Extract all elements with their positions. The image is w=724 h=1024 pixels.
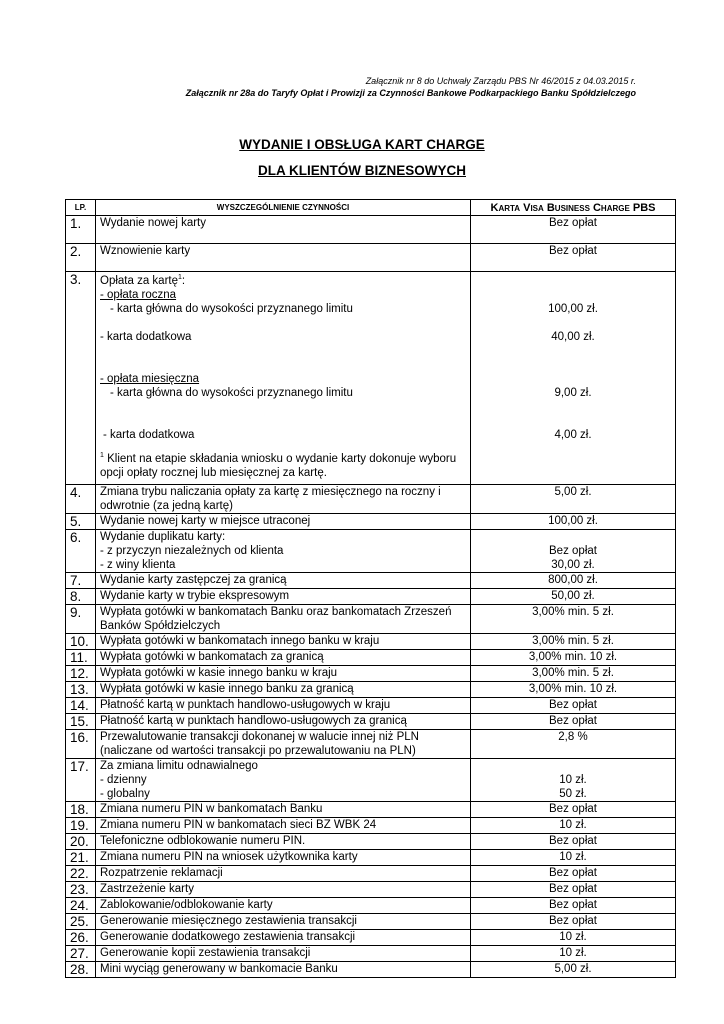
table-row bbox=[66, 698, 676, 714]
annual-main-value: 100,00 zł. bbox=[548, 303, 598, 315]
table-row bbox=[66, 216, 676, 244]
row-number: 26. bbox=[66, 930, 96, 946]
table-row bbox=[66, 650, 676, 666]
document-subtitle: DLA KLIENTÓW BIZNESOWYCH bbox=[258, 163, 466, 178]
row-description: Zmiana numeru PIN na wniosek użytkownika karty bbox=[96, 850, 471, 866]
row-number: 24. bbox=[66, 898, 96, 914]
row-description: Generowanie miesięcznego zestawienia transakcji bbox=[96, 914, 471, 930]
row-value: 3,00% min. 5 zł. bbox=[471, 666, 676, 682]
row-value: 50,00 zł. bbox=[471, 589, 676, 605]
row-description: Zmiana numeru PIN w bankomatach Banku bbox=[96, 802, 471, 818]
annual-main-card: - karta główna do wysokości przyznanego limitu bbox=[110, 303, 353, 315]
monthly-extra-value: 4,00 zł. bbox=[554, 429, 592, 441]
row-description: Zmiana trybu naliczania opłaty za kartę z miesięcznego na roczny i odwrotnie (za jedną kartę) bbox=[96, 485, 471, 514]
column-header-description: WYSZCZEGÓLNIENIE CZYNNOŚCI bbox=[96, 200, 471, 216]
row-description: Generowanie kopii zestawienia transakcji bbox=[96, 946, 471, 962]
row-description: Zablokowanie/odblokowanie karty bbox=[96, 898, 471, 914]
row-value: 3,00% min. 5 zł. bbox=[471, 634, 676, 650]
row-number: 4. bbox=[66, 485, 96, 514]
row-number: 19. bbox=[66, 818, 96, 834]
column-header-lp: LP. bbox=[66, 200, 96, 216]
row-number: 25. bbox=[66, 914, 96, 930]
table-row bbox=[66, 914, 676, 930]
row-description: Generowanie dodatkowego zestawienia transakcji bbox=[96, 930, 471, 946]
row-number: 5. bbox=[66, 514, 96, 530]
row-number: 17. bbox=[66, 759, 96, 802]
table-row bbox=[66, 589, 676, 605]
row-number: 1. bbox=[66, 216, 96, 244]
row-description: Płatność kartą w punktach handlowo-usługowych w kraju bbox=[96, 698, 471, 714]
table-row bbox=[66, 802, 676, 818]
row-description: Za zmiana limitu odnawialnego - dzienny - globalny bbox=[96, 759, 471, 802]
row-description: Wydanie duplikatu karty: - z przyczyn niezależnych od klienta - z winy klienta bbox=[96, 530, 471, 573]
row-number: 8. bbox=[66, 589, 96, 605]
row-description: Wydanie nowej karty bbox=[96, 216, 471, 244]
row-value: 100,00 zł. bbox=[471, 514, 676, 530]
row-value: 5,00 zł. bbox=[471, 485, 676, 514]
row-number: 7. bbox=[66, 573, 96, 589]
row-value: 10 zł. bbox=[471, 930, 676, 946]
footnote: $^1$ Klient na etapie składania wniosku o wydanie karty dokonuje wyboru opcji opłaty rocznej lub miesięcznej za kartę. bbox=[100, 452, 457, 479]
row-number: 11. bbox=[66, 650, 96, 666]
table-row bbox=[66, 962, 676, 978]
row-number: 3. bbox=[66, 272, 96, 485]
header-attachment-28a: Załącznik nr 28a do Taryfy Opłat i Prowizji za Czynności Bankowe Podkarpackiego Banku Spółdzielczego bbox=[185, 88, 636, 98]
table-row bbox=[66, 818, 676, 834]
table-row bbox=[66, 485, 676, 514]
row-number: 6. bbox=[66, 530, 96, 573]
table-row bbox=[66, 573, 676, 589]
table-row bbox=[66, 946, 676, 962]
monthly-extra-card: - karta dodatkowa bbox=[103, 429, 195, 441]
table-row bbox=[66, 272, 676, 485]
row-number: 18. bbox=[66, 802, 96, 818]
row-number: 16. bbox=[66, 730, 96, 759]
row-description: Wznowienie karty bbox=[96, 244, 471, 272]
table-row bbox=[66, 714, 676, 730]
row-value: 10 zł. bbox=[471, 818, 676, 834]
row-number: 21. bbox=[66, 850, 96, 866]
row-description: Wypłata gotówki w kasie innego banku za granicą bbox=[96, 682, 471, 698]
row-number: 10. bbox=[66, 634, 96, 650]
row-value: Bez opłat bbox=[471, 866, 676, 882]
row-number: 27. bbox=[66, 946, 96, 962]
row-number: 22. bbox=[66, 866, 96, 882]
table-row bbox=[66, 682, 676, 698]
table-row bbox=[66, 759, 676, 802]
document-title: WYDANIE I OBSŁUGA KART CHARGE bbox=[239, 137, 485, 152]
table-row bbox=[66, 244, 676, 272]
row-description: Wydanie karty w trybie ekspresowym bbox=[96, 589, 471, 605]
row-description: Wypłata gotówki w kasie innego banku w kraju bbox=[96, 666, 471, 682]
row-value: 10 zł. 50 zł. bbox=[471, 759, 676, 802]
monthly-main-value: 9,00 zł. bbox=[554, 387, 592, 399]
fee-table bbox=[65, 199, 676, 978]
row-value bbox=[471, 272, 676, 485]
row-description: Płatność kartą w punktach handlowo-usługowych za granicą bbox=[96, 714, 471, 730]
row-value: Bez opłat bbox=[471, 244, 676, 272]
monthly-main-card: - karta główna do wysokości przyznanego limitu bbox=[110, 387, 353, 399]
row-value: Bez opłat bbox=[471, 802, 676, 818]
table-row bbox=[66, 882, 676, 898]
header-attachment-8: Załącznik nr 8 do Uchwały Zarządu PBS Nr 46/2015 z 04.03.2015 r. bbox=[365, 76, 636, 86]
row-description: Telefoniczne odblokowanie numeru PIN. bbox=[96, 834, 471, 850]
row-value: 800,00 zł. bbox=[471, 573, 676, 589]
table-row bbox=[66, 930, 676, 946]
row-description bbox=[96, 272, 471, 485]
annual-fee-label: - opłata roczna bbox=[100, 289, 177, 301]
row-value: Bez opłat bbox=[471, 834, 676, 850]
table-row bbox=[66, 605, 676, 634]
row-value: 5,00 zł. bbox=[471, 962, 676, 978]
row-number: 15. bbox=[66, 714, 96, 730]
row-description: Zastrzeżenie karty bbox=[96, 882, 471, 898]
row-description: Rozpatrzenie reklamacji bbox=[96, 866, 471, 882]
row-number: 23. bbox=[66, 882, 96, 898]
row-value: 10 zł. bbox=[471, 850, 676, 866]
row-description: Wydanie nowej karty w miejsce utraconej bbox=[96, 514, 471, 530]
row-number: 14. bbox=[66, 698, 96, 714]
row-value: 10 zł. bbox=[471, 946, 676, 962]
table-row bbox=[66, 666, 676, 682]
table-row bbox=[66, 850, 676, 866]
table-header-row bbox=[66, 200, 676, 216]
row-description: Wypłata gotówki w bankomatach za granicą bbox=[96, 650, 471, 666]
row-value: Bez opłat bbox=[471, 714, 676, 730]
table-row bbox=[66, 634, 676, 650]
row-value: 3,00% min. 5 zł. bbox=[471, 605, 676, 634]
row-description: Wydanie karty zastępczej za granicą bbox=[96, 573, 471, 589]
monthly-fee-label: - opłata miesięczna bbox=[100, 373, 200, 385]
row-value: 3,00% min. 10 zł. bbox=[471, 650, 676, 666]
table-row bbox=[66, 730, 676, 759]
annual-extra-value: 40,00 zł. bbox=[551, 331, 595, 343]
table-row bbox=[66, 834, 676, 850]
row-value: Bez opłat bbox=[471, 898, 676, 914]
column-header-price: Karta Visa Business Charge PBS bbox=[471, 200, 676, 216]
row-number: 9. bbox=[66, 605, 96, 634]
row-number: 2. bbox=[66, 244, 96, 272]
card-fee-label: Opłata za kartę$^1$: bbox=[100, 274, 186, 287]
row-value: 3,00% min. 10 zł. bbox=[471, 682, 676, 698]
row-number: 13. bbox=[66, 682, 96, 698]
table-row bbox=[66, 898, 676, 914]
table-row bbox=[66, 866, 676, 882]
row-value: Bez opłat bbox=[471, 698, 676, 714]
row-description: Przewalutowanie transakcji dokonanej w walucie innej niż PLN (naliczane od wartości transakcji po przewalutowaniu na PLN) bbox=[96, 730, 471, 759]
row-value: Bez opłat bbox=[471, 216, 676, 244]
row-description: Wypłata gotówki w bankomatach Banku oraz bankomatach Zrzeszeń Banków Spółdzielczych bbox=[96, 605, 471, 634]
row-value: Bez opłat bbox=[471, 882, 676, 898]
row-number: 28. bbox=[66, 962, 96, 978]
annual-extra-card: - karta dodatkowa bbox=[100, 331, 192, 343]
row-value: Bez opłat bbox=[471, 914, 676, 930]
row-value: Bez opłat 30,00 zł. bbox=[471, 530, 676, 573]
row-number: 12. bbox=[66, 666, 96, 682]
row-value: 2,8 % bbox=[471, 730, 676, 759]
row-description: Wypłata gotówki w bankomatach innego banku w kraju bbox=[96, 634, 471, 650]
row-description: Zmiana numeru PIN w bankomatach sieci BZ WBK 24 bbox=[96, 818, 471, 834]
table-row bbox=[66, 530, 676, 573]
row-description: Mini wyciąg generowany w bankomacie Banku bbox=[96, 962, 471, 978]
row-number: 20. bbox=[66, 834, 96, 850]
table-row bbox=[66, 514, 676, 530]
